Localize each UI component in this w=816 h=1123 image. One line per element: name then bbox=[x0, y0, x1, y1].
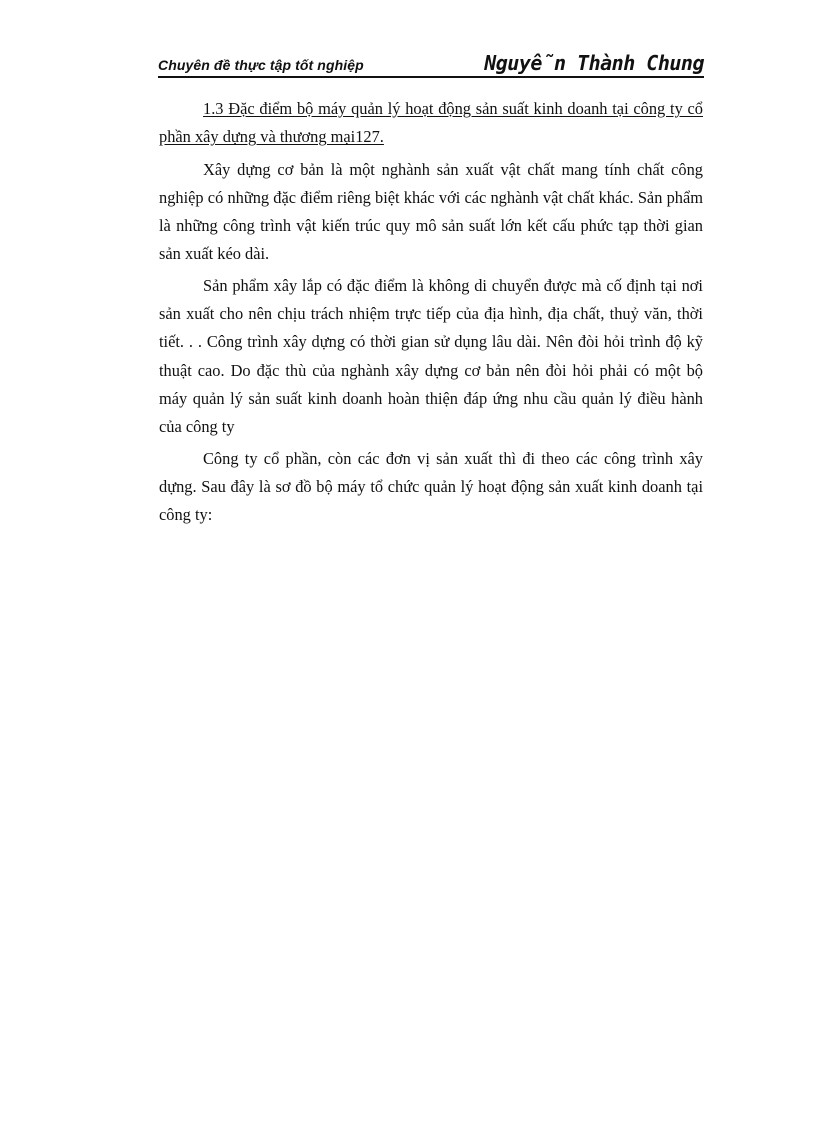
paragraph-1: Xây dựng cơ bản là một nghành sản xuất vật chất mang tính chất công nghiệp có những đặc điểm riêng biệt khác với các nghành vật chất khác. Sản phẩm là những công trình vật kiến trúc quy mô sản suất lớn kết cấu phức tạp thời gian sản xuất kéo dài. bbox=[159, 159, 703, 264]
paragraph-2: Sản phẩm xây lắp có đặc điểm là không di chuyển được mà cố định tại nơi sản xuất cho nên chịu trách nhiệm trực tiếp của địa hình, địa chất, thuỷ văn, thời tiết. . . Công trình xây dựng có thời gian sử dụng lâu dài. Nên đòi hỏi trình độ kỹ thuật cao. Do đặc thù của nghành xây dựng cơ bản nên đòi hỏi phải có một bộ máy quản lý sản suất kinh doanh hoàn thiện đáp ứng nhu cầu quản lý điều hành của công ty bbox=[159, 275, 703, 437]
section-heading: 1.3 Đặc điểm bộ máy quản lý hoạt động sản suất kinh doanh tại công ty cổ phần xây dựng và thương mại127. bbox=[159, 99, 703, 147]
paragraph-3: Công ty cổ phần, còn các đơn vị sản xuất thì đi theo các công trình xây dựng. Sau đây là sơ đồ bộ máy tổ chức quản lý hoạt động sản xuất kinh doanh tại công ty: bbox=[159, 448, 703, 525]
header-document-type: Chuyên đề thực tập tốt nghiệp bbox=[158, 57, 364, 73]
header-author-name: Nguyễn Thành Chung bbox=[484, 51, 704, 75]
document-body bbox=[159, 95, 703, 532]
running-header bbox=[158, 50, 704, 78]
